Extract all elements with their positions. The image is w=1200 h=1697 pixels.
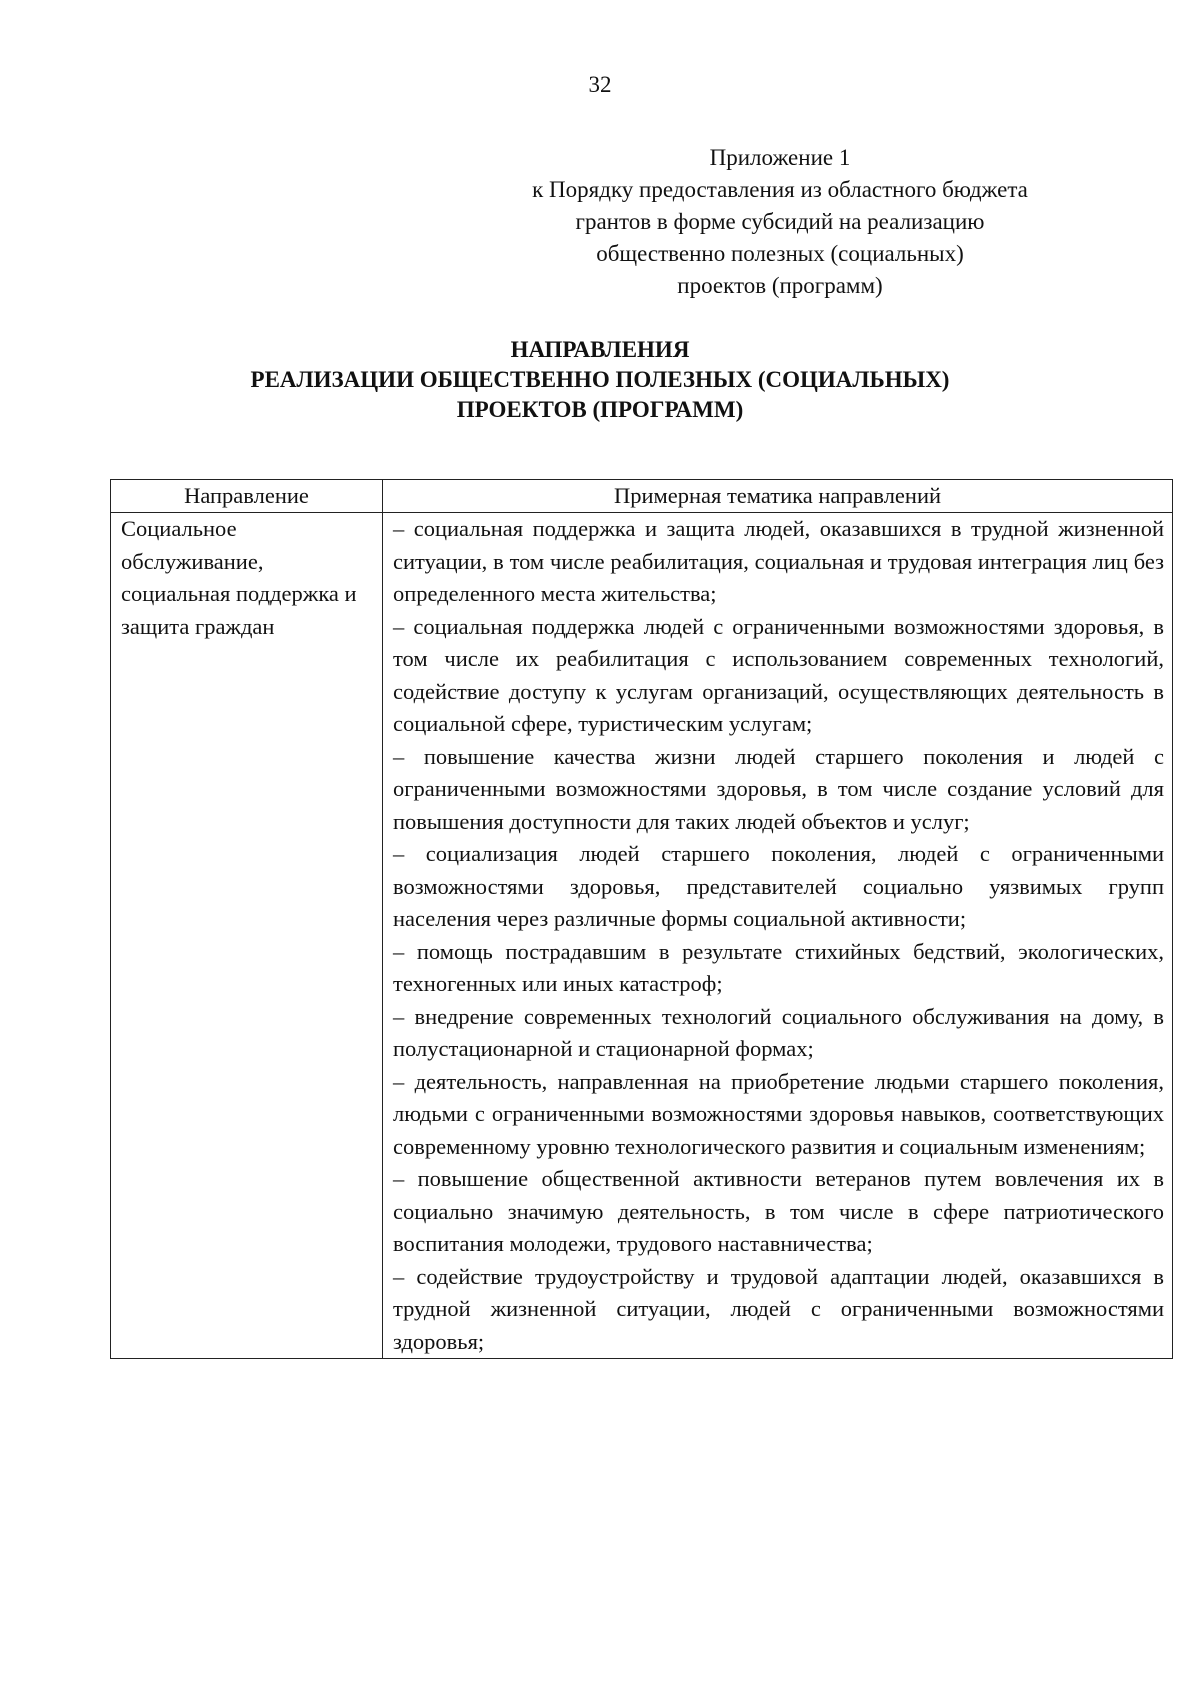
direction-cell: Социальное обслуживание, социальная поддержка и защита граждан (111, 513, 383, 1359)
table-header-row (111, 480, 1173, 513)
topic-item: – помощь пострадавшим в результате стихийных бедствий, экологических, техногенных или иных катастроф; (393, 938, 1164, 996)
table-row (111, 513, 1173, 1359)
appendix-line: к Порядку предоставления из областного бюджета (532, 177, 1028, 202)
title-line: ПРОЕКТОВ (ПРОГРАММ) (456, 397, 744, 422)
appendix-line: Приложение 1 (709, 145, 851, 170)
title-line: РЕАЛИЗАЦИИ ОБЩЕСТВЕННО ПОЛЕЗНЫХ (СОЦИАЛЬНЫХ) (250, 367, 950, 392)
header-direction: Направление (111, 480, 383, 513)
page-number: 32 (588, 72, 612, 97)
appendix-line: общественно полезных (социальных) (596, 241, 964, 266)
topic-item: – повышение качества жизни людей старшего поколения и людей с ограниченными возможностями здоровья, в том числе создание условий для повышения доступности для таких людей объектов и услуг; (393, 743, 1164, 834)
topic-item: – деятельность, направленная на приобретение людьми старшего поколения, людьми с ограниченными возможностями здоровья навыков, соответствующих современному уровню технологического развития и социальным изменениям; (393, 1068, 1164, 1159)
topic-item: – социальная поддержка людей с ограниченными возможностями здоровья, в том числе их реабилитация с использованием современных технологий, содействие доступу к услугам организаций, осуществляющих деятельность в социальной сфере, туристическим услугам; (393, 613, 1164, 736)
header-topics: Примерная тематика направлений (383, 480, 1173, 513)
topic-item: – содействие трудоустройству и трудовой адаптации людей, оказавшихся в трудной жизненной ситуации, людей с ограниченными возможностями здоровья; (393, 1263, 1164, 1354)
topics-cell (383, 513, 1173, 1359)
directions-table (110, 479, 1173, 1359)
appendix-reference (470, 142, 1090, 302)
topic-item: – повышение общественной активности ветеранов путем вовлечения их в социально значимую деятельность, в том числе в сфере патриотического воспитания молодежи, трудового наставничества; (393, 1166, 1164, 1256)
topic-item: – социализация людей старшего поколения, людей с ограниченными возможностями здоровья, представителей социально уязвимых групп населения через различные формы социальной активности; (393, 841, 1164, 931)
title-line: НАПРАВЛЕНИЯ (510, 337, 690, 362)
document-title (0, 335, 1200, 425)
topic-item: – внедрение современных технологий социального обслуживания на дому, в полустационарной и стационарной формах; (393, 1003, 1164, 1061)
topic-item: – социальная поддержка и защита людей, оказавшихся в трудной жизненной ситуации, в том числе реабилитация, социальная и трудовая интеграция лиц без определенного места жительства; (393, 516, 1164, 606)
appendix-line: грантов в форме субсидий на реализацию (575, 209, 985, 234)
appendix-line: проектов (программ) (677, 273, 883, 298)
